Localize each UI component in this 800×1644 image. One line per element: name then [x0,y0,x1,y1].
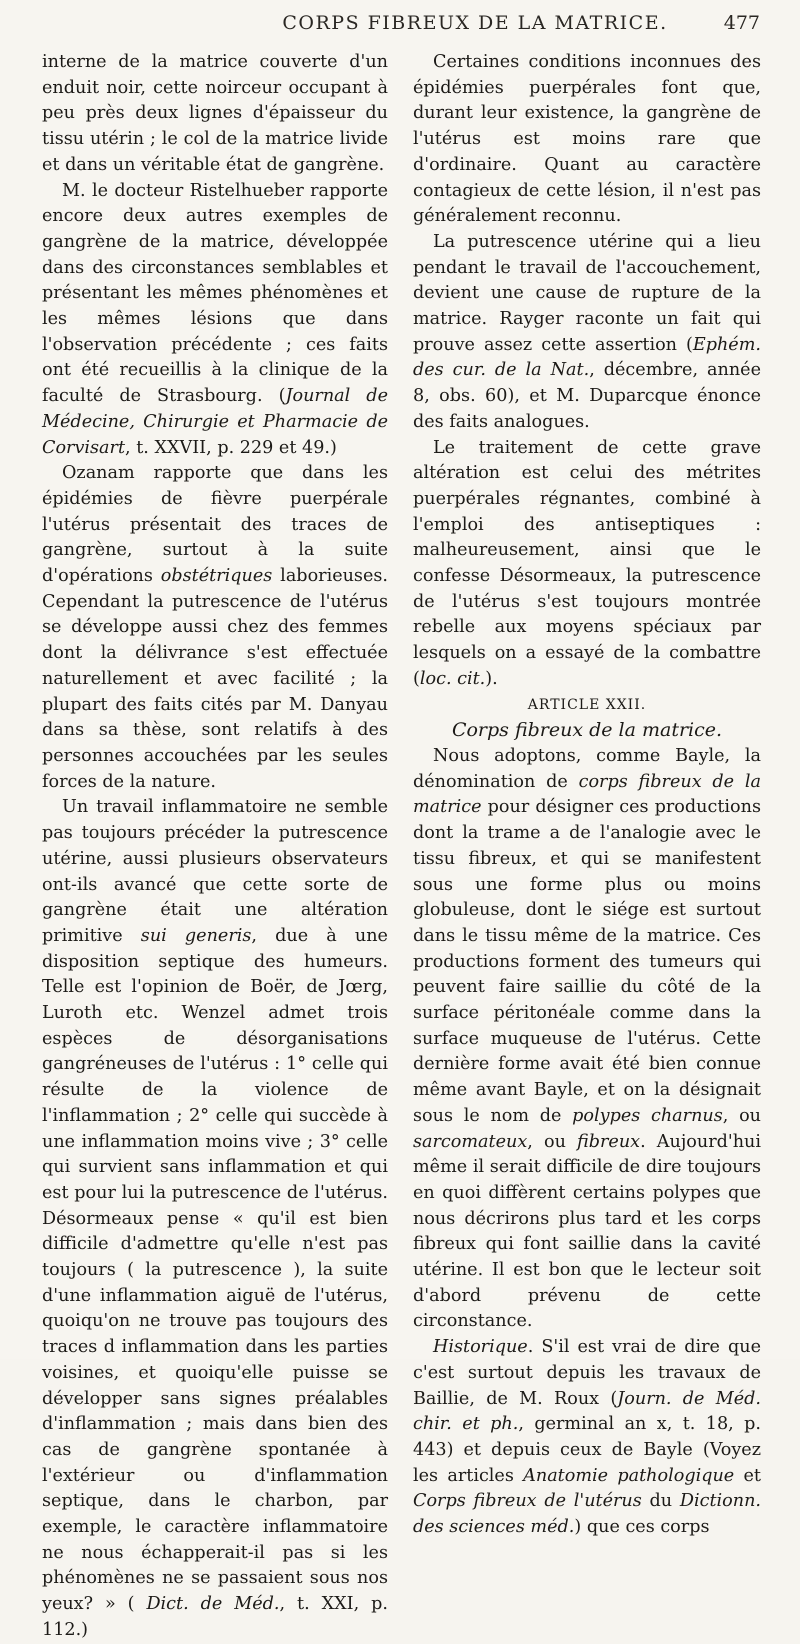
paragraph: Ozanam rapporte que dans les épidémies de fièvre puerpérale l'utérus présentait des traces de gangrène, surtout à la suite d'opérations obstétriques laborieuses. Cependant la putrescence de l'utérus se développe aussi chez des femmes dont la délivrance s'est effectuée naturellement et avec facilité ; la plupart des faits cités par M. Danyau dans sa thèse, sont relatifs à des personnes accouchées par les seules forces de la nature. [42,463,388,792]
paragraph: interne de la matrice couverte d'un enduit noir, cette noirceur occupant à peu près deux lignes d'épaisseur du tissu utérin ; le col de la matrice livide et dans un véritable état de gangrène. [42,52,388,175]
citation: Corps fibreux de l'utérus [413,1491,642,1512]
paragraph: Certaines conditions inconnues des épidémies puerpérales font que, durant leur existence, la gangrène de l'utérus est moins rare que d'ordinaire. Quant au caractère contagieux de cette lésion, il n'est pas généralement reconnu. [413,52,761,227]
paragraph: M. le docteur Ristelhueber rapporte encore deux autres exemples de gangrène de la matrice, développée dans des circonstances semblables et présentant les mêmes phénomènes et les mêmes lésions que dans l'observation précédente ; ces faits ont été recueillis à la clinique de la faculté de Strasbourg. (Journal de Médecine, Chirurgie et Pharmacie de Corvisart, t. XXVII, p. 229 et 49.) [42,180,388,458]
emphasis: sarcomateux [413,1131,528,1152]
paragraph: Nous adoptons, comme Bayle, la dénomination de corps fibreux de la matrice pour désigner ces productions dont la trame a de l'analogie avec le tissu fibreux, et qui se manifestent sous une forme plus ou moins globuleuse, dont le siége est surtout dans le tissu même de la matrice. Ces productions forment des tumeurs qui peuvent faire saillie du côté de la surface péritonéale comme dans la surface muqueuse de l'utérus. Cette dernière forme avait été bien connue même avant Bayle, et on la désignait sous le nom de polypes charnus, ou sarcomateux, ou fibreux. Aujourd'hui même il serait difficile de dire toujours en quoi diffèrent certains polypes que nous décrirons plus tard et les corps fibreux qui font saillie dans la cavité utérine. Il est bon que le lecteur soit d'abord prévenu de cette circonstance. [413,745,762,1332]
citation: loc. cit. [419,668,486,689]
paragraph: Le traitement de cette grave altération est celui des métrites puerpérales régnantes, combiné à l'emploi des antiseptiques : malheureusement, ainsi que le confesse Désormeaux, la putrescence de l'utérus s'est toujours montrée rebelle aux moyens spéciaux par lesquels on a essayé de la combattre (loc. cit.). [413,437,761,689]
citation: Ephém. des cur. de la Nat. [413,334,761,381]
emphasis: Historique [433,1337,528,1358]
citation: Dictionn. des sciences méd. [413,1491,762,1538]
emphasis: obstétriques [160,566,273,587]
page-number: 477 [723,12,760,34]
citation: Journ. de Méd. chir. et ph. [413,1388,762,1435]
citation: Journal de Médecine, Chirurgie et Pharmacie de Corvisart [42,386,388,458]
emphasis: polypes charnus [572,1105,723,1126]
citation: Anatomie pathologique [523,1465,735,1486]
article-heading: ARTICLE XXII. [527,696,647,713]
emphasis: corps fibreux de la matrice [413,771,761,818]
emphasis: fibreux [577,1131,641,1152]
section-title: Corps fibreux de la matrice. [451,719,723,742]
paragraph: La putrescence utérine qui a lieu pendant le travail de l'accouchement, devient une cause de rupture de la matrice. Rayger raconte un fait qui prouve assez cette assertion (Ephém. des cur. de la Nat., décembre, année 8, obs. 60), et M. Duparcque énonce des faits analogues. [413,231,761,432]
citation: Dict. de Méd. [146,1594,280,1615]
paragraph: Historique. S'il est vrai de dire que c'est surtout depuis les travaux de Baillie, de M. Roux (Journ. de Méd. chir. et ph., germinal an x, t. 18, p. 443) et depuis ceux de Bayle (Voyez les articles Anatomie pathologique et Corps fibreux de l'utérus du Dictionn. des sciences méd.) que ces corps [413,1337,762,1538]
emphasis: sui generis [140,925,252,946]
right-column [413,50,761,1541]
paragraph: Un travail inflammatoire ne semble pas toujours précéder la putrescence utérine, aussi plusieurs observateurs ont-ils avancé que cette sorte de gangrène était une altération primitive sui generis, due à une disposition septique des humeurs. Telle est l'opinion de Boër, de Jœrg, Luroth etc. Wenzel admet trois espèces de désorganisations gangréneuses de l'utérus : 1° celle qui résulte de la violence de l'inflammation ; 2° celle qui succède à une inflammation moins vive ; 3° celle qui survient sans inflammation et qui est pour lui la putrescence de l'utérus. Désormeaux pense « qu'il est bien difficile d'admettre qu'elle n'est pas toujours ( la putrescence ), la suite d'une inflammation aiguë de l'utérus, quoiqu'on ne trouve pas toujours des traces d inflammation dans les parties voisines, et quoiqu'elle puisse se développer sans signes préalables d'inflammation ; mais dans bien des cas de gangrène spontanée à l'extérieur ou d'inflammation septique, dans le charbon, par exemple, le caractère inflammatoire ne nous échapperait-il pas si les phénomènes ne se passaient sous nos yeux? » ( Dict. de Méd., t. XXI, p. 112.) [42,797,388,1640]
left-column [42,50,388,1644]
running-header: CORPS FIBREUX DE LA MATRICE. [282,12,668,34]
